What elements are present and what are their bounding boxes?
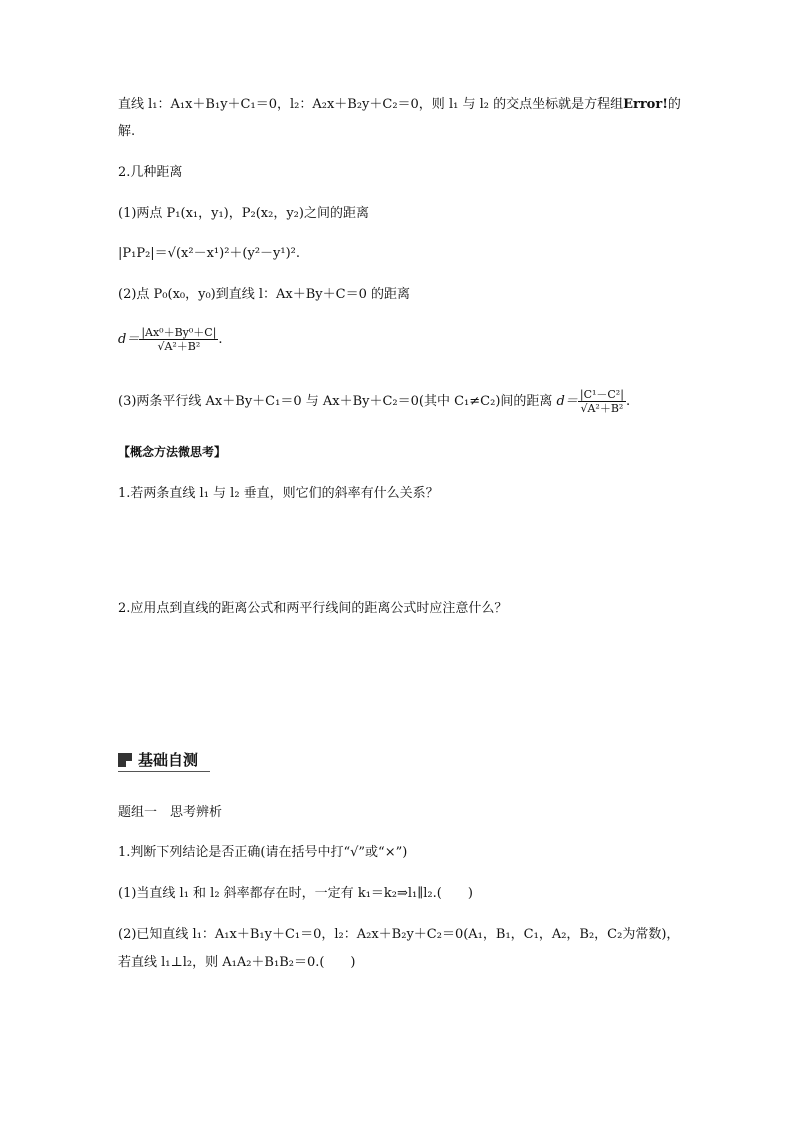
section-header <box>118 751 210 772</box>
distance-3-numerator: |C¹－C²| <box>579 388 624 401</box>
distance-3-tail: . <box>625 394 631 409</box>
section-square-icon <box>118 753 132 767</box>
judge-item-1: (1)当直线 l₁ 和 l₂ 斜率都存在时，一定有 k₁＝k₂⇒l₁∥l₂.( ) <box>118 886 473 901</box>
group-title: 题组一 思考辨析 <box>118 805 223 820</box>
judge-item-2-line-1: (2)已知直线 l₁：A₁x＋B₁y＋C₁＝0，l₂：A₂x＋B₂y＋C₂＝0(A₁，B₁，C₁，A₂，B₂，C₂为常数)， <box>118 927 680 942</box>
distance-3-label: (3)两条平行线 Ax＋By＋C₁＝0 与 Ax＋By＋C₂＝0(其中 C₁≠C₂)间的距离 <box>118 394 553 409</box>
intersection-text: 直线 l₁：A₁x＋B₁y＋C₁＝0，l₂：A₂x＋B₂y＋C₂＝0，则 l₁ 与 l₂ 的交点坐标就是方程组 <box>118 97 624 112</box>
error-text: Error! <box>623 97 668 112</box>
distance-2-lhs: d＝ <box>118 332 140 347</box>
distance-3-fraction <box>578 388 626 415</box>
intersection-tail: 的 <box>667 97 681 112</box>
question-1: 1.若两条直线 l₁ 与 l₂ 垂直，则它们的斜率有什么关系？ <box>118 486 439 501</box>
distance-2-tail: . <box>218 332 223 347</box>
section-2-title: 2.几种距离 <box>118 165 183 180</box>
distance-1-label: (1)两点 P₁(x₁，y₁)，P₂(x₂，y₂)之间的距离 <box>118 206 369 221</box>
section-title: 基础自测 <box>138 751 199 769</box>
question-2: 2.应用点到直线的距离公式和两平行线间的距离公式时应注意什么？ <box>118 601 508 616</box>
judge-title: 1.判断下列结论是否正确(请在括号中打“√”或“×”) <box>118 845 408 860</box>
distance-3-denominator: √A²＋B² <box>580 402 624 415</box>
distance-2-label: (2)点 P₀(x₀，y₀)到直线 l：Ax＋By＋C＝0 的距离 <box>118 287 411 302</box>
distance-2-fraction <box>139 326 218 353</box>
intersection-paragraph <box>118 97 681 113</box>
distance-2-numerator: |Ax⁰＋By⁰＋C| <box>141 326 217 339</box>
distance-2-denominator: √A²＋B² <box>157 340 201 353</box>
distance-2-formula <box>118 326 223 353</box>
distance-1-formula: |P₁P₂|＝√(x²－x¹)²＋(y²－y¹)². <box>118 246 301 261</box>
distance-3-lhs: d＝ <box>556 394 578 409</box>
distance-3 <box>118 388 630 415</box>
intersection-paragraph-end: 解. <box>118 124 136 139</box>
judge-item-2-line-2: 若直线 l₁⊥l₂，则 A₁A₂＋B₁B₂＝0.( ) <box>118 955 356 970</box>
think-header: 【概念方法微思考】 <box>118 445 227 459</box>
